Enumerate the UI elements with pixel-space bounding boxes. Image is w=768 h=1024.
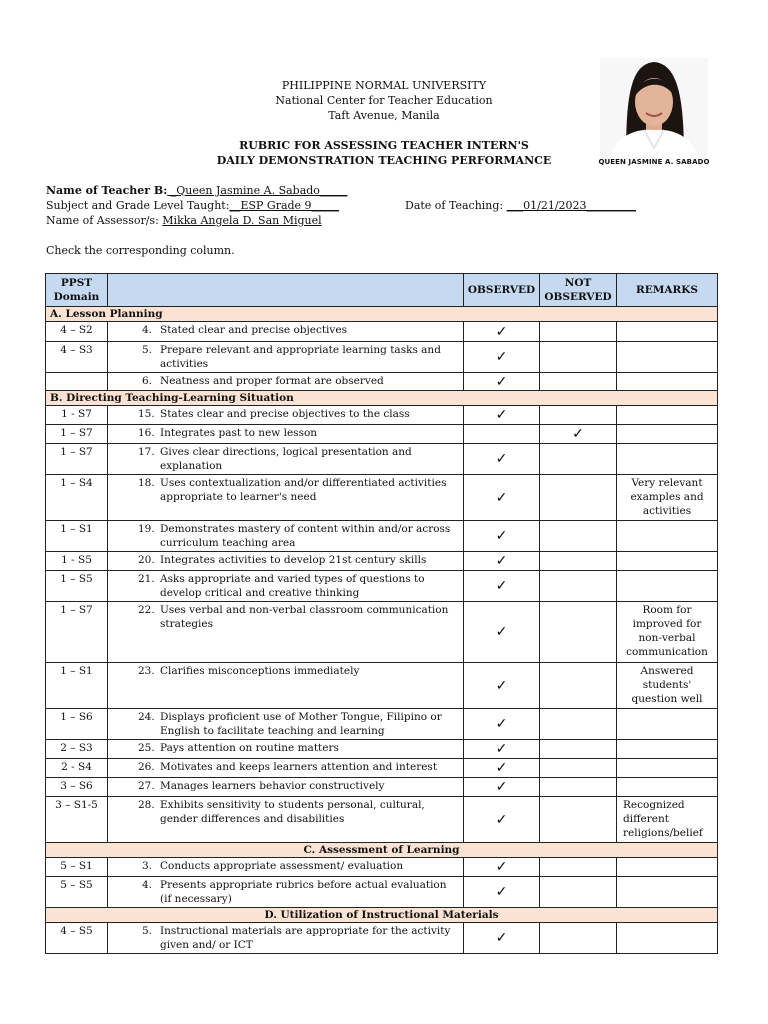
table-row: 1 – S7 16. Integrates past to new lesson ✓ [46,425,718,444]
table-row: 1 – S4 18. Uses contextualization and/or differentiated activities appropriate to learner's need ✓ Very relevant examples and activities [46,475,718,521]
header-domain: PPST Domain [46,274,108,307]
section-row: B. Directing Teaching-Learning Situation [46,391,718,406]
date-label: Date of Teaching: [405,199,504,212]
table-row: 1 – S1 23. Clarifies misconceptions immediately ✓ Answered students' question well [46,663,718,709]
not-observed-cell[interactable] [540,759,617,778]
assessor-label: Name of Assessor/s: [46,214,159,227]
assessor-line [46,213,322,228]
rubric-table [45,273,718,954]
date-line [405,198,636,213]
observed-check[interactable]: ✓ [464,571,540,602]
rubric-title-line1: RUBRIC FOR ASSESSING TEACHER INTERN'S [239,139,529,152]
university-name: PHILIPPINE NORMAL UNIVERSITY [281,79,487,92]
observed-check[interactable]: ✓ [464,778,540,797]
not-observed-cell[interactable] [540,342,617,373]
remarks-cell[interactable] [617,425,718,444]
remarks-cell[interactable] [617,406,718,425]
header-not-observed: NOT OBSERVED [540,274,617,307]
not-observed-cell[interactable] [540,571,617,602]
table-row: 4 – S2 4. Stated clear and precise objectives ✓ [46,322,718,342]
remarks-cell[interactable] [617,322,718,342]
section-row: A. Lesson Planning [46,307,718,322]
subject-line [46,198,339,213]
photo-caption: QUEEN JASMINE A. SABADO [598,158,710,166]
not-observed-cell[interactable] [540,858,617,877]
subject-value: __ESP Grade 9_____ [229,199,340,212]
table-row: 1 – S1 19. Demonstrates mastery of content within and/or across curriculum teaching area ✓ [46,521,718,552]
table-row: 1 - S7 15. States clear and precise objectives to the class ✓ [46,406,718,425]
not-observed-cell[interactable] [540,552,617,571]
not-observed-cell[interactable] [540,322,617,342]
remarks-cell[interactable] [617,709,718,740]
table-header-row [46,274,718,307]
observed-check[interactable]: ✓ [464,602,540,663]
remarks-cell[interactable] [617,342,718,373]
table-row: 2 - S4 26. Motivates and keeps learners attention and interest ✓ [46,759,718,778]
remarks-cell[interactable] [617,571,718,602]
remarks-cell[interactable]: Recognized different religions/belief [617,797,718,843]
address: Taft Avenue, Manila [328,109,440,122]
observed-check[interactable]: ✓ [464,740,540,759]
center-name: National Center for Teacher Education [275,94,493,107]
observed-check[interactable]: ✓ [464,342,540,373]
not-observed-cell[interactable] [540,923,617,954]
not-observed-cell[interactable] [540,663,617,709]
remarks-cell[interactable] [617,923,718,954]
observed-check[interactable]: ✓ [464,877,540,908]
observed-check[interactable]: ✓ [464,797,540,843]
date-value: ___01/21/2023_________ [506,199,637,212]
subject-label: Subject and Grade Level Taught: [46,199,230,212]
observed-check[interactable]: ✓ [464,373,540,391]
observed-check[interactable]: ✓ [464,923,540,954]
not-observed-cell[interactable] [540,602,617,663]
table-row: 4 – S3 5. Prepare relevant and appropriate learning tasks and activities ✓ [46,342,718,373]
section-row: D. Utilization of Instructional Materials [46,908,718,923]
remarks-cell[interactable]: Room for improved for non-verbal communication [617,602,718,663]
not-observed-cell[interactable] [540,797,617,843]
remarks-cell[interactable] [617,858,718,877]
not-observed-check[interactable]: ✓ [540,425,617,444]
remarks-cell[interactable] [617,740,718,759]
table-row: 3 – S1-5 28. Exhibits sensitivity to students personal, cultural, gender differences and disabilities ✓ Recognized different religions/belief [46,797,718,843]
header-remarks: REMARKS [617,274,718,307]
portrait-image [600,58,708,158]
remarks-cell[interactable] [617,759,718,778]
table-row: 1 – S6 24. Displays proficient use of Mother Tongue, Filipino or English to facilitate teaching and learning ✓ [46,709,718,740]
not-observed-cell[interactable] [540,778,617,797]
observed-check[interactable]: ✓ [464,322,540,342]
table-row: 1 – S5 21. Asks appropriate and varied types of questions to develop critical and creative thinking ✓ [46,571,718,602]
not-observed-cell[interactable] [540,444,617,475]
remarks-cell[interactable] [617,778,718,797]
table-row: 5 – S1 3. Conducts appropriate assessment/ evaluation ✓ [46,858,718,877]
table-row: 4 – S5 5. Instructional materials are appropriate for the activity given and/ or ICT ✓ [46,923,718,954]
table-row: 6. Neatness and proper format are observed ✓ [46,373,718,391]
table-row: 5 – S5 4. Presents appropriate rubrics before actual evaluation (if necessary) ✓ [46,877,718,908]
not-observed-cell[interactable] [540,373,617,391]
not-observed-cell[interactable] [540,521,617,552]
observed-check[interactable]: ✓ [464,521,540,552]
observed-check[interactable]: ✓ [464,759,540,778]
table-row: 3 – S6 27. Manages learners behavior constructively ✓ [46,778,718,797]
not-observed-cell[interactable] [540,740,617,759]
remarks-cell[interactable] [617,552,718,571]
observed-check[interactable]: ✓ [464,709,540,740]
header-indicator [108,274,464,307]
remarks-cell[interactable] [617,373,718,391]
observed-check[interactable]: ✓ [464,444,540,475]
rubric-title-line2: DAILY DEMONSTRATION TEACHING PERFORMANCE [216,154,552,167]
assessor-value: Mikka Angela D. San Miguel [162,214,322,227]
remarks-cell[interactable] [617,877,718,908]
table-row: 1 – S7 22. Uses verbal and non-verbal classroom communication strategies ✓ Room for improved for non-verbal communication [46,602,718,663]
not-observed-cell[interactable] [540,475,617,521]
remarks-cell[interactable] [617,444,718,475]
observed-check[interactable]: ✓ [464,663,540,709]
table-row: 1 – S7 17. Gives clear directions, logical presentation and explanation ✓ [46,444,718,475]
intern-photo [600,58,708,158]
section-row: C. Assessment of Learning [46,843,718,858]
not-observed-cell[interactable] [540,877,617,908]
observed-check[interactable]: ✓ [464,858,540,877]
header-observed: OBSERVED [464,274,540,307]
not-observed-cell[interactable] [540,709,617,740]
table-row: 2 – S3 25. Pays attention on routine matters ✓ [46,740,718,759]
teacher-label: Name of Teacher B: [46,184,168,197]
teacher-value: _Queen Jasmine A. Sabado_____ [167,184,348,197]
observed-check[interactable]: ✓ [464,552,540,571]
remarks-cell[interactable] [617,521,718,552]
instruction-text: Check the corresponding column. [46,244,235,257]
remarks-cell[interactable]: Very relevant examples and activities [617,475,718,521]
remarks-cell[interactable]: Answered students' question well [617,663,718,709]
table-row: 1 - S5 20. Integrates activities to develop 21st century skills ✓ [46,552,718,571]
observed-check[interactable]: ✓ [464,475,540,521]
teacher-line [46,183,347,198]
not-observed-cell[interactable] [540,406,617,425]
observed-cell[interactable] [464,425,540,444]
observed-check[interactable]: ✓ [464,406,540,425]
